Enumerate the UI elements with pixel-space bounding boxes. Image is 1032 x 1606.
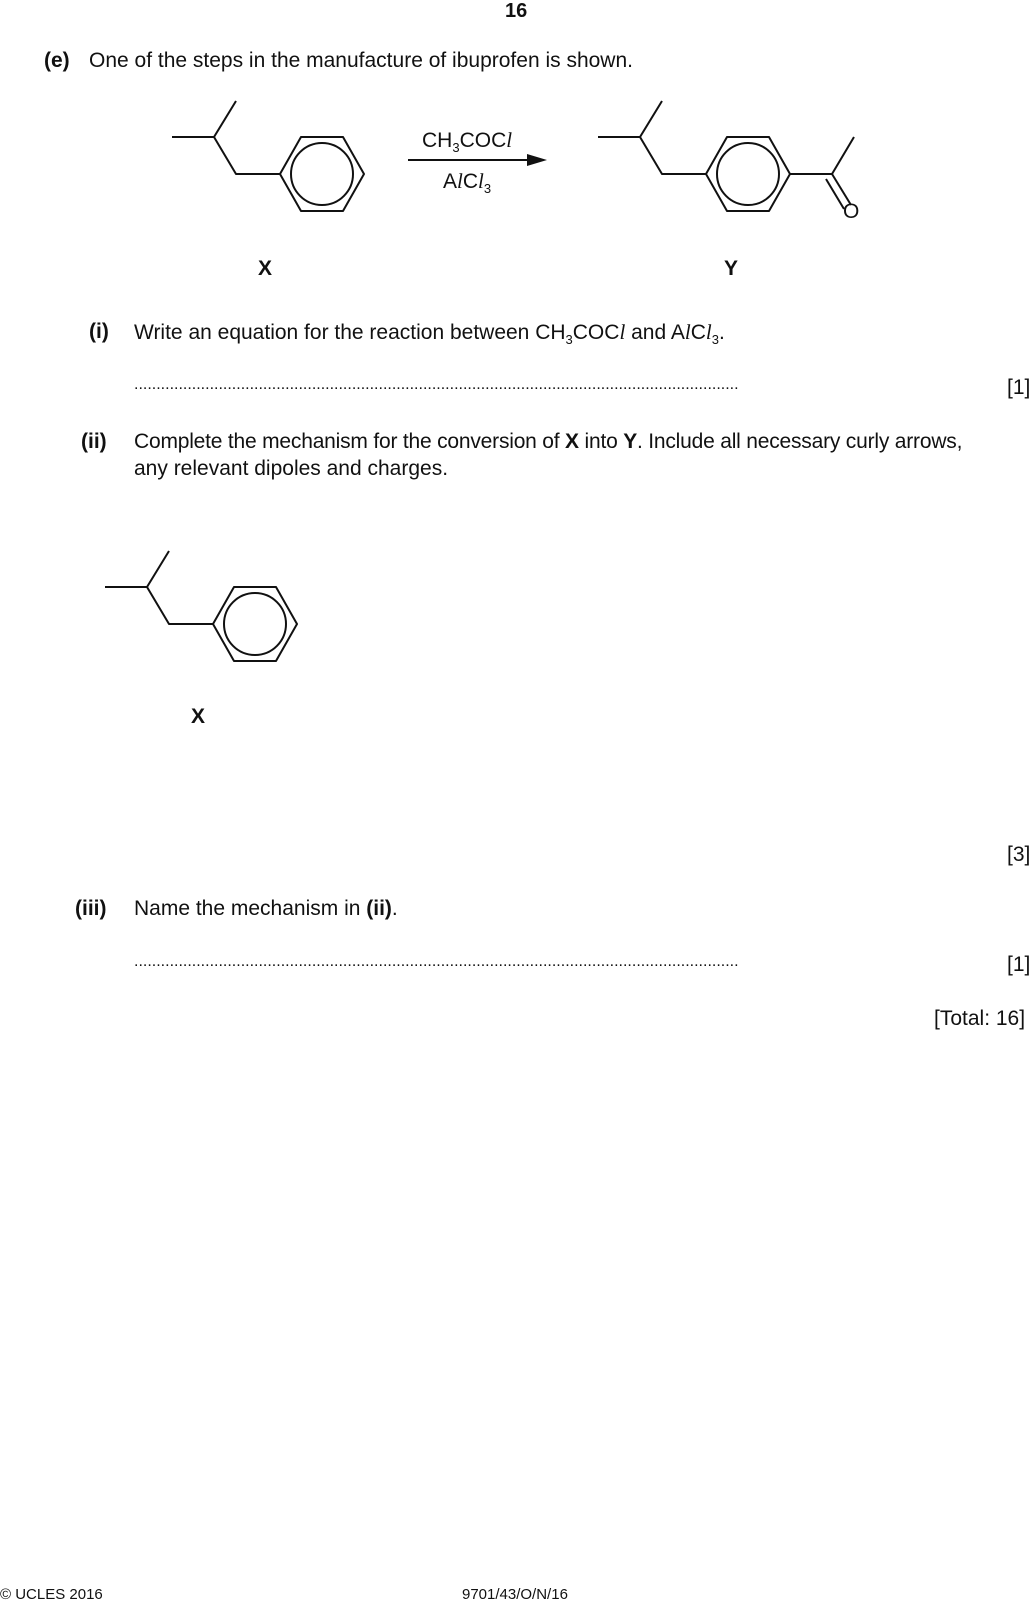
q-ii-marks: [3]: [1007, 843, 1031, 866]
q-iii-marks: [1]: [1007, 953, 1031, 976]
reagent-bottom: AlCl$_3$: [443, 169, 492, 196]
molecule-y-structure: [598, 101, 854, 211]
q-iii-label: (iii): [75, 897, 107, 920]
page-number: 16: [505, 0, 528, 22]
q-iii-answer-line[interactable]: ........................................................................................................................................: [134, 953, 739, 970]
q-iii-text: Name the mechanism in (ii).: [134, 897, 398, 920]
label-x-lower: X: [191, 705, 206, 728]
q-ii-text-line1: Complete the mechanism for the conversion of X into Y. Include all necessary curly arrows,: [134, 430, 963, 453]
label-x: X: [258, 257, 273, 280]
label-y: Y: [724, 257, 739, 280]
oxygen-label: O: [843, 200, 860, 223]
total-marks: [Total: 16]: [934, 1007, 1026, 1030]
q-i-label: (i): [89, 320, 109, 343]
part-e-label: (e): [44, 49, 70, 72]
q-i-text: Write an equation for the reaction between $CH_3COCl$ and AlCl$_3$.: [134, 320, 725, 347]
q-ii-text-line2: any relevant dipoles and charges.: [134, 457, 449, 480]
q-ii-label: (ii): [81, 430, 107, 453]
footer-code: 9701/43/O/N/16: [462, 1586, 568, 1603]
part-e-text: One of the steps in the manufacture of ibuprofen is shown.: [89, 49, 633, 72]
molecule-x-structure: [172, 101, 364, 211]
reagent-top: $CH_3COCl$: [422, 128, 513, 155]
q-i-marks: [1]: [1007, 376, 1031, 399]
q-ii-answer-area[interactable]: [300, 500, 1000, 820]
q-i-answer-line[interactable]: ........................................................................................................................................: [134, 376, 739, 393]
arrow-head: [527, 154, 547, 166]
footer-copyright: © UCLES 2016: [0, 1586, 103, 1603]
molecule-x-lower-structure: [105, 551, 297, 661]
